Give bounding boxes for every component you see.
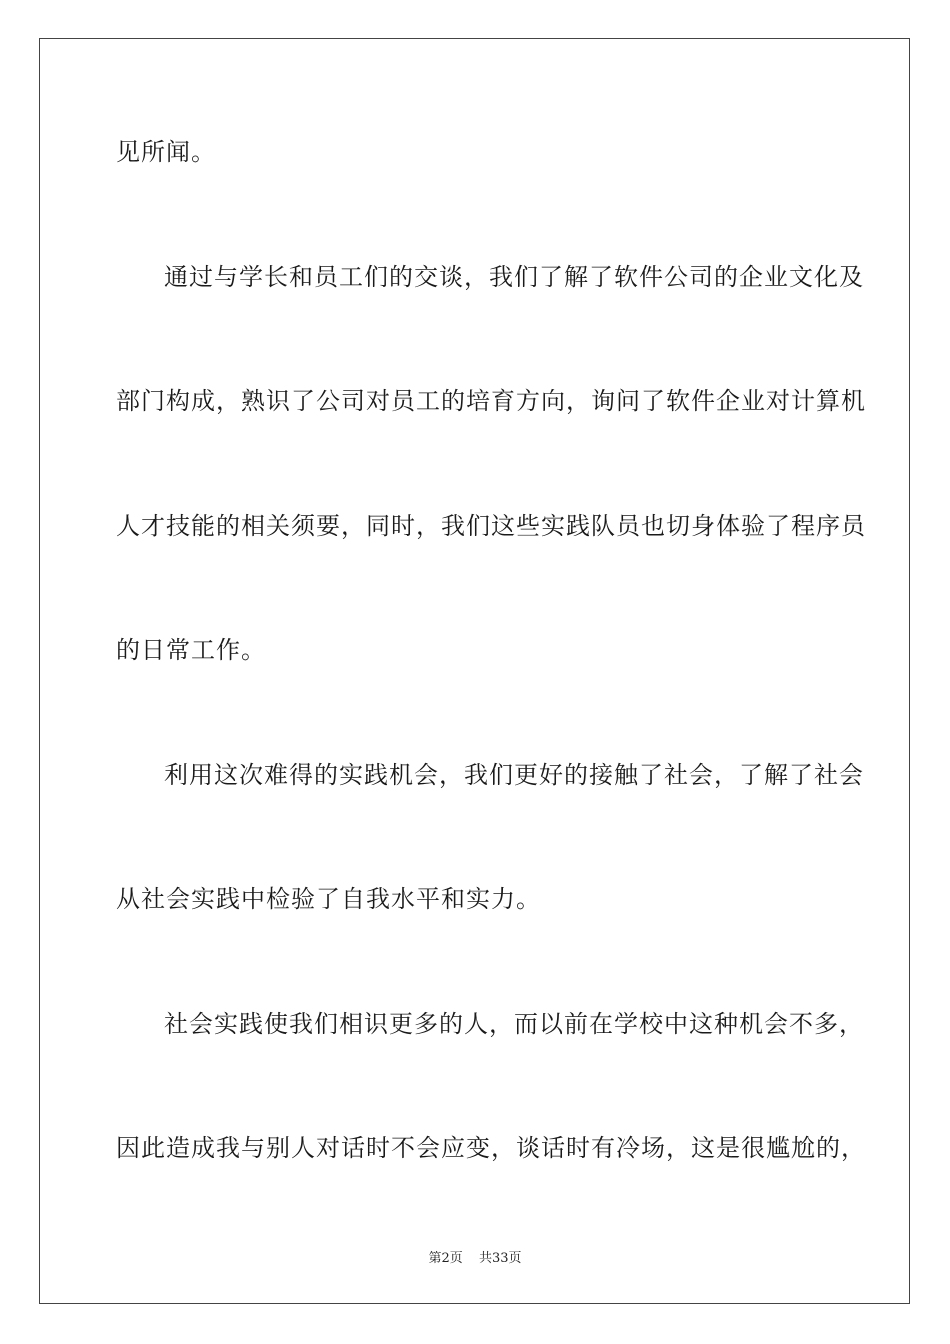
paragraph-start-line: 社会实践使我们相识更多的人，而以前在学校中这种机会不多， <box>164 1010 864 1038</box>
paragraph-start-line: 通过与学长和员工们的交谈，我们了解了软件公司的企业文化及 <box>164 263 864 291</box>
text-line: 因此造成我与别人对话时不会应变，谈话时有冷场，这是很尴尬的， <box>116 1134 866 1162</box>
paragraph-start-line: 利用这次难得的实践机会，我们更好的接触了社会，了解了社会 <box>164 761 864 789</box>
text-line: 见所闻。 <box>116 138 216 166</box>
page-border <box>39 38 910 1304</box>
text-line: 部门构成，熟识了公司对员工的培育方向，询问了软件企业对计算机 <box>116 387 866 415</box>
text-line: 的日常工作。 <box>116 636 266 664</box>
page-number: 第2页 <box>428 1251 463 1266</box>
page-total: 共33页 <box>478 1251 522 1266</box>
text-line: 从社会实践中检验了自我水平和实力。 <box>116 885 541 913</box>
text-line: 人才技能的相关须要，同时，我们这些实践队员也切身体验了程序员 <box>116 512 866 540</box>
page-footer <box>0 1247 950 1266</box>
